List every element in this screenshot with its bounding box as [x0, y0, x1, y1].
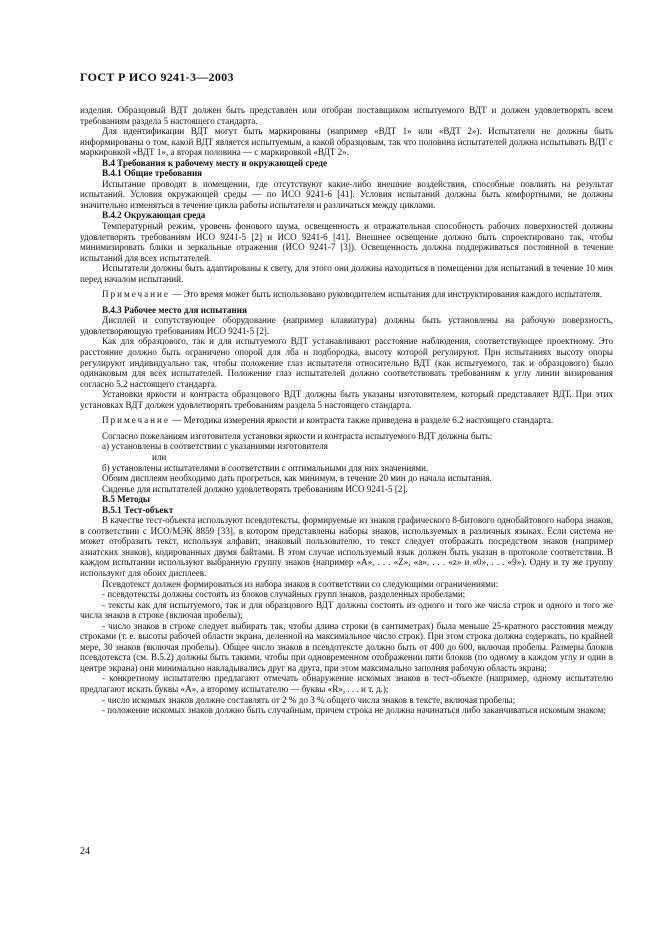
list-item: б) установлены испытателями в соответствии с оптимальными для них значениями.	[102, 462, 429, 473]
paragraph: Согласно пожеланиям изготовителя установки яркости и контраста испытуемого ВДТ должны быть:	[102, 430, 493, 441]
note-label: Примечание	[102, 415, 170, 426]
subsection-heading: В.4.1 Общие требования	[102, 168, 203, 179]
note	[80, 289, 613, 300]
list-conjunction: или	[152, 451, 167, 462]
list-item: - число искомых знаков должно составлять от 2 % до 3 % общего числа знаков в тексте, включая пробелы;	[102, 694, 516, 705]
paragraph: Испытатели должны быть адаптированы к свету, для этого они должны находиться в помещении для испытаний в течение 10 мин перед началом испытаний.	[80, 263, 613, 284]
note-label: Примечание	[102, 289, 170, 300]
list-item: - число знаков в строке следует выбирать так, чтобы длина строки (в сантиметрах) была меньше 25-кратного расстояния между строками (т. е. высоты рабочей области экрана, деленной на максимальное число строк). При этом строка должна содержать, по крайней мере, 30 знаков (включая пробелы). Общее число знаков в псевдотексте должно быть от 400 до 600, включая пробелы. Размеры блоков псевдотекста (см. В.5.2) должны быть такими, чтобы при одновременном отображении пяти блоков (по одному в каждом углу и один в центре экрана) они минимально накладывались друг на друга, при этом максимально заполняя рабочую область экрана;	[80, 620, 613, 673]
list-item: - конкретному испытателю предлагают отмечать обнаружение искомых знаков в тест-объекте (например, одному испытателю предлагают искать буквы «А», а второму испытателю — буквы «R», . . . и т. д.);	[80, 673, 613, 694]
paragraph: изделия. Образцовый ВДТ должен быть представлен или отобран поставщиком испытуемого ВДТ и должен удовлетворять всем требованиям раздела 5 настоящего стандарта.	[80, 105, 613, 126]
list-item: а) установлены в соответствии с указаниями изготовителя	[102, 441, 328, 452]
paragraph: Дисплей и сопутствующее оборудование (например клавиатура) должны быть установлены на рабочую поверхность, удовлетворяющую требованиям ИСО 9241-5 [2].	[80, 315, 613, 336]
paragraph: Установки яркости и контраста образцового ВДТ должны быть указаны изготовителем, который представляет ВДТ. При этих установках ВДТ должен удовлетворять требованиям раздела 5 настоящего стандарта.	[80, 389, 613, 410]
subsection-heading: В.5.1 Тест-объект	[102, 504, 174, 515]
subsection-heading: В.4.2 Окружающая среда	[102, 210, 206, 221]
paragraph: Испытание проводят в помещении, где отсутствуют какие-либо внешние воздействия, способные повлиять на результат испытаний. Условия окружающей среды — по ИСО 9241-6 [41]. Условия испытаний должны быть комфортными, не должны значительно изменяться в течение цикла работы испытателя и различаться между циклами.	[80, 178, 613, 210]
paragraph: В качестве тест-объекта используют псевдотексты, формируемые из знаков графического 8-битового однобайтового набора знаков, в соответствии с ИСО/МЭК 8859 [33], в котором представлены наборы знаков, используемых в различных языках. Если система не может отобразить текст, используя алфавит, знаковый пользователю, то текст следует отображать посредством знаков (например азиатских знаков), кодированных двумя байтами. В этом случае используемый язык должен быть указан в протоколе соответствия. В каждом испытании используют выбранную группу знаков (например «А», . . . «Z», «а», . . . «z» и «0», . . . «9»). Одну и ту же группу используют для обоих дисплеев.	[80, 515, 613, 578]
document-body	[80, 105, 613, 716]
list-item: - тексты как для испытуемого, так и для образцового ВДТ должны состоять из одного и того же числа строк и одного и того же числа знаков в строке (включая пробелы);	[80, 599, 613, 621]
list-item: - положение искомых знаков должно быть случайным, причем строка не должна начинаться либо заканчиваться искомым знаком;	[102, 705, 606, 716]
paragraph: Псевдотекст должен формироваться из набора знаков в соответствии со следующими ограничениями:	[102, 578, 499, 589]
paragraph: Как для образцового, так и для испытуемого ВДТ устанавливают расстояние наблюдения, соответствующее проектному. Это расстояние должно быть ограничено опорой для лба и подбородка, высоту которой регулируют. При испытаниях высоту опоры регулируют индивидуально так, чтобы положение глаз испытателя относительно ВДТ (как испытуемого, так и образцового) было одинаковым для всех испытателей. Положение глаз испытателей должно соответствовать требованиям к углу линии визирования согласно 5.2 настоящего стандарта.	[80, 336, 613, 389]
note-text: — Это время может быть использовано руководителем испытания для инструктирования каждого испытателя.	[172, 289, 603, 300]
section-heading: В.5 Методы	[102, 494, 150, 505]
paragraph: Сиденье для испытателей должно удовлетворять требованиям ИСО 9241-5 [2].	[102, 483, 408, 494]
note-text: — Методика измерения яркости и контраста также приведена в разделе 6.2 настоящего стандарта.	[172, 415, 554, 426]
list-item: - псевдотексты должны состоять из блоков случайных групп знаков, разделенных пробелами;	[102, 589, 466, 600]
paragraph: Для идентификации ВДТ могут быть маркированы (например «ВДТ 1» или «ВДТ 2»). Испытатели не должны быть информированы о том, какой ВДТ является испытуемым, а какой образцовым, так что половина испытателей должна испытывать ВДТ с маркировкой «ВДТ 1», а вторая половина — с маркировкой «ВДТ 2».	[80, 126, 613, 158]
subsection-heading: В.4.3 Рабочее место для испытания	[102, 304, 247, 315]
paragraph: Температурный режим, уровень фонового шума, освещенность и отражательная способность рабочих поверхностей должны удовлетворять требованиям ИСО 9241-5 [2] и ИСО 9241-6 [41]. Внешнее освещение должно быть спроектировано так, чтобы минимизировать блики и зеркальные отражения (ИСО 9241-7 [3]). Освещенность должна поддерживаться постоянной в течение испытаний для всех испытателей.	[80, 221, 613, 263]
section-heading: В.4 Требования к рабочему месту и окружающей среде	[102, 157, 328, 168]
page-number: 24	[80, 846, 90, 857]
document-page	[80, 70, 613, 716]
paragraph: Обоим дисплеям необходимо дать прогреться, как минимум, в течение 20 мин до начала испытания.	[102, 473, 492, 484]
note	[80, 415, 613, 426]
standard-header: ГОСТ Р ИСО 9241-3—2003	[80, 70, 234, 84]
